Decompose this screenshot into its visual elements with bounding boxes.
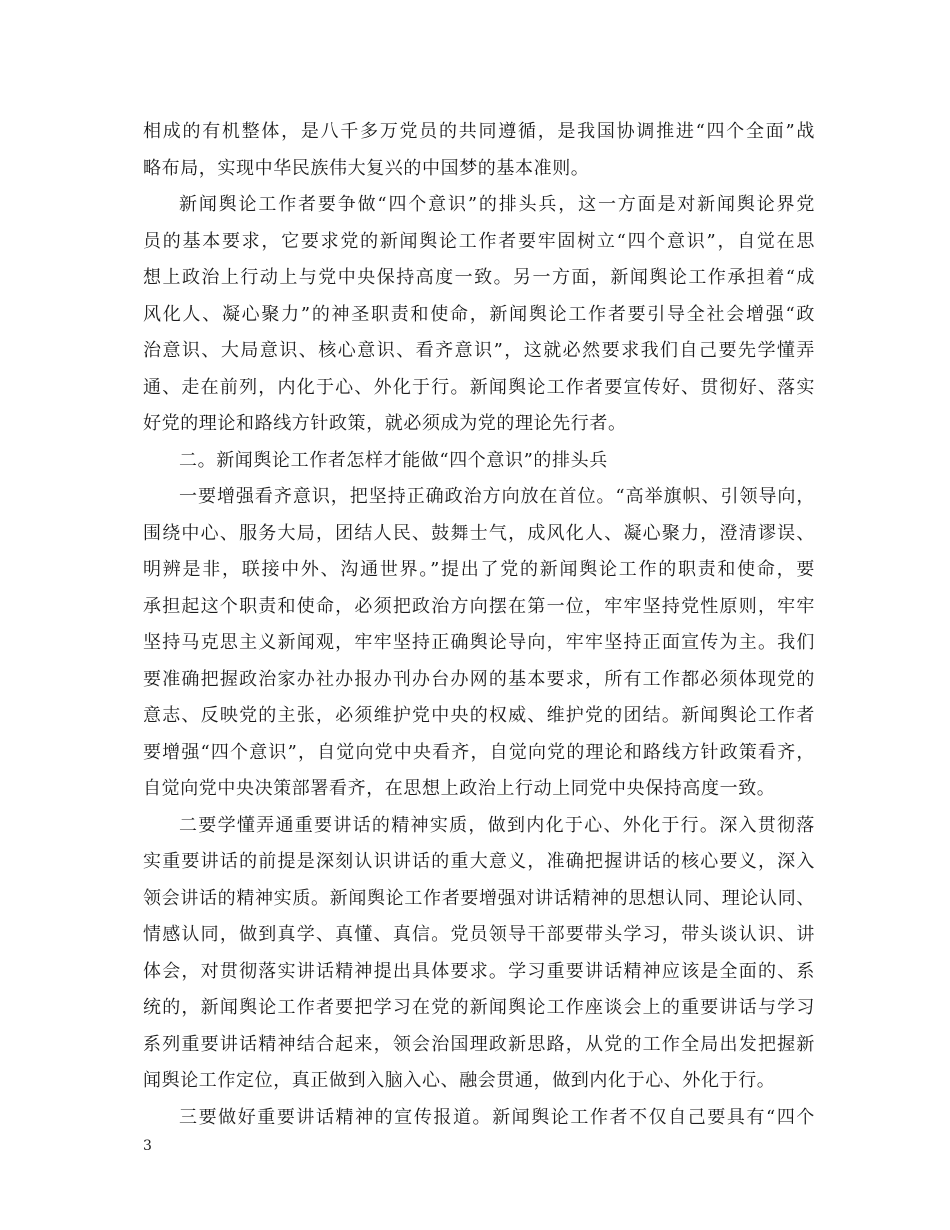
document-body bbox=[143, 114, 815, 1136]
text-line: 领会讲话的精神实质。新闻舆论工作者要增强对讲话精神的思想认同、理论认同、 bbox=[143, 887, 815, 909]
text-line: 好党的理论和路线方针政策，就必须成为党的理论先行者。 bbox=[143, 413, 627, 434]
text-line: 二要学懂弄通重要讲话的精神实质，做到内化于心、外化于行。深入贯彻落 bbox=[179, 814, 815, 836]
text-line: 自觉向党中央决策部署看齐，在思想上政治上行动上同党中央保持高度一致。 bbox=[143, 778, 776, 799]
text-line: 实重要讲话的前提是深刻认识讲话的重大意义，准确把握讲话的核心要义，深入 bbox=[143, 851, 815, 872]
text-line: 统的，新闻舆论工作者要把学习在党的新闻舆论工作座谈会上的重要讲话与学习 bbox=[143, 997, 815, 1018]
text-line: 明辨是非，联接中外、沟通世界。”提出了党的新闻舆论工作的职责和使命，要 bbox=[143, 559, 815, 580]
text-line: 承担起这个职责和使命，必须把政治方向摆在第一位，牢牢坚持党性原则，牢牢 bbox=[143, 595, 815, 617]
text-line: 三要做好重要讲话精神的宣传报道。新闻舆论工作者不仅自己要具有“四个 bbox=[179, 1106, 815, 1128]
text-line: 略布局，实现中华民族伟大复兴的中国梦的基本准则。 bbox=[143, 157, 590, 179]
text-line: 员的基本要求，它要求党的新闻舆论工作者要牢固树立“四个意识”，自觉在思 bbox=[143, 230, 815, 252]
text-line: 意志、反映党的主张，必须维护党中央的权威、维护党的团结。新闻舆论工作者 bbox=[143, 705, 815, 726]
text-line: 想上政治上行动上与党中央保持高度一致。另一方面，新闻舆论工作承担着“成 bbox=[143, 267, 815, 288]
text-line: 新闻舆论工作者要争做“四个意识”的排头兵，这一方面是对新闻舆论界党 bbox=[179, 194, 815, 215]
text-line: 相成的有机整体，是八千多万党员的共同遵循，是我国协调推进“四个全面”战 bbox=[143, 121, 815, 142]
text-line: 通、走在前列，内化于心、外化于行。新闻舆论工作者要宣传好、贯彻好、落实 bbox=[143, 376, 815, 398]
text-line: 二。新闻舆论工作者怎样才能做“四个意识”的排头兵 bbox=[179, 449, 608, 471]
text-line: 治意识、大局意识、核心意识、看齐意识”，这就必然要求我们自己要先学懂弄 bbox=[143, 340, 815, 361]
text-line: 坚持马克思主义新闻观，牢牢坚持正确舆论导向，牢牢坚持正面宣传为主。我们 bbox=[143, 632, 815, 653]
text-line: 闻舆论工作定位，真正做到入脑入心、融会贯通，做到内化于心、外化于行。 bbox=[143, 1070, 776, 1091]
text-line: 风化人、凝心聚力”的神圣职责和使命，新闻舆论工作者要引导全社会增强“政 bbox=[143, 303, 815, 325]
text-line: 围绕中心、服务大局，团结人民、鼓舞士气，成风化人、凝心聚力，澄清谬误、 bbox=[143, 522, 815, 544]
text-line: 要增强“四个意识”，自觉向党中央看齐，自觉向党的理论和路线方针政策看齐， bbox=[143, 741, 815, 763]
page-number: 3 bbox=[143, 1138, 152, 1154]
text-line: 系列重要讲话精神结合起来，领会治国理政新思路，从党的工作全局出发把握新 bbox=[143, 1033, 815, 1055]
text-line: 体会，对贯彻落实讲话精神提出具体要求。学习重要讲话精神应该是全面的、系 bbox=[143, 960, 815, 982]
text-line: 要准确把握政治家办社办报办刊办台办网的基本要求，所有工作都必须体现党的 bbox=[143, 668, 815, 690]
text-line: 情感认同，做到真学、真懂、真信。党员领导干部要带头学习，带头谈认识、讲 bbox=[143, 924, 815, 945]
text-line: 一要增强看齐意识，把坚持正确政治方向放在首位。“高举旗帜、引领导向， bbox=[179, 486, 815, 507]
